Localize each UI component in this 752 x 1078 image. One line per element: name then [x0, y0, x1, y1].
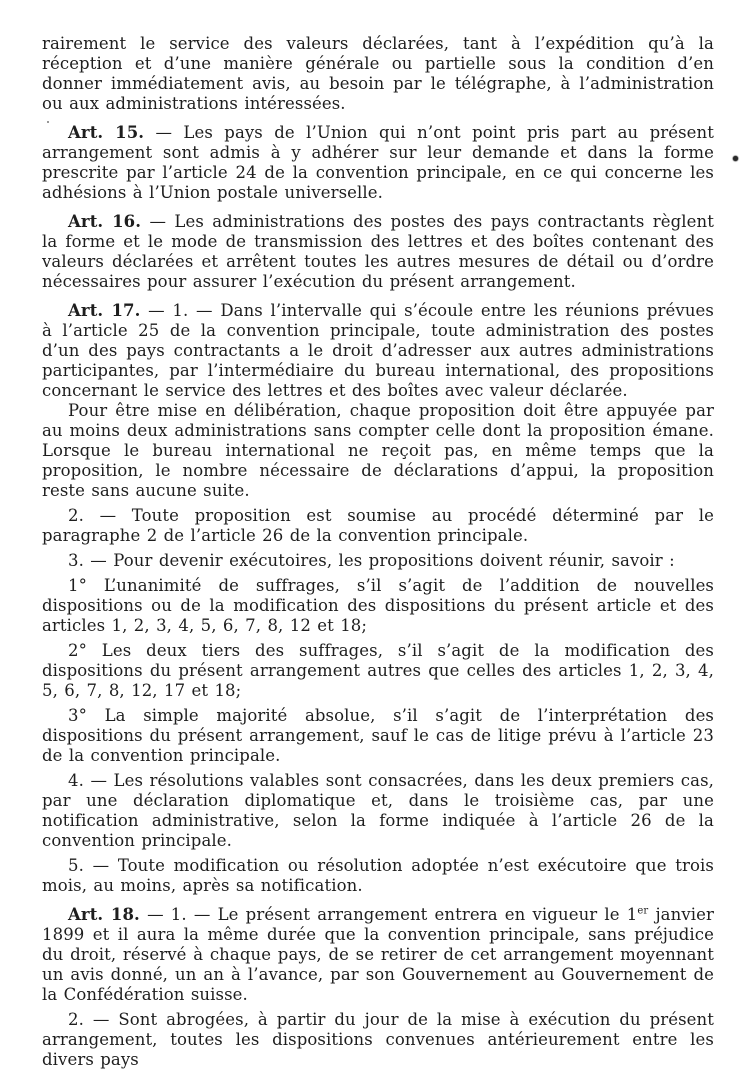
scan-speck-artifact-small	[47, 121, 49, 123]
article-18-text-post: janvier 1899 et il aura la même durée que la convention principale, sans préjudice du droit, réservé à chaque pays, de se retirer de cet arrangement moyennant un avis donné, un an à l’avance, par son Gouvernement au Gouvernement de la Confédération suisse.	[42, 905, 714, 1004]
article-17-clause-2: 2. — Toute proposition est soumise au procédé déterminé par le paragraphe 2 de l’article 26 de la convention principale.	[42, 506, 714, 545]
article-17-clause-3: 3. — Pour devenir exécutoires, les propositions doivent réunir, savoir :	[68, 551, 675, 570]
article-15-label: Art. 15.	[68, 123, 145, 142]
paragraph-continuation: rairement le service des valeurs déclarées, tant à l’expédition qu’à la réception et d’une manière générale ou partielle sous la condition d’en donner immédiatement avis, au besoin par le télégraphe, à l’administration ou aux administrations intéressées.	[42, 34, 714, 113]
article-17-clause-4: 4. — Les résolutions valables sont consacrées, dans les deux premiers cas, par une déclaration diplomatique et, dans le troisième cas, par une notification administrative, selon la forme indiquée à l’article 26 de la convention principale.	[42, 771, 714, 850]
article-18-paragraph-1	[42, 905, 714, 1005]
article-17-item-1: 1° L’unanimité de suffrages, s’il s’agit de l’addition de nouvelles dispositions ou de la modification des dispositions du présent article et des articles 1, 2, 3, 4, 5, 6, 7, 8, 12 et 18;	[42, 576, 714, 635]
ordinal-superscript: er	[637, 905, 649, 917]
article-17-item-3: 3° La simple majorité absolue, s’il s’agit de l’interprétation des dispositions du présent arrangement, sauf le cas de litige prévu à l’article 23 de la convention principale.	[42, 706, 714, 765]
article-17-label: Art. 17.	[68, 301, 141, 320]
article-17-deliberation-paragraph: Pour être mise en délibération, chaque proposition doit être appuyée par au moins deux administrations sans compter celle dont la proposition émane. Lorsque le bureau international ne reçoit pas, en même temps que la proposition, le nombre nécessaire de déclarations d’appui, la proposition reste sans aucune suite.	[42, 401, 714, 500]
article-17-clause-5: 5. — Toute modification ou résolution adoptée n’est exécutoire que trois mois, au moins, après sa notification.	[42, 856, 714, 895]
article-15-text: — Les pays de l’Union qui n’ont point pris part au présent arrangement sont admis à y adhérer sur leur demande et dans la forme prescrite par l’article 24 de la convention principale, en ce qui concerne les adhésions à l’Union postale universelle.	[42, 123, 714, 202]
article-17-paragraph-1	[42, 301, 714, 401]
article-18-clause-2: 2. — Sont abrogées, à partir du jour de la mise à exécution du présent arrangement, toutes les dispositions convenues antérieurement entre les divers pays	[42, 1010, 714, 1069]
article-18-text-pre: — 1. — Le présent arrangement entrera en vigueur le 1	[147, 905, 638, 924]
article-16-paragraph	[42, 212, 714, 292]
article-15-paragraph	[42, 123, 714, 203]
article-17-item-2: 2° Les deux tiers des suffrages, s’il s’agit de la modification des dispositions du présent arrangement autres que celles des articles 1, 2, 3, 4, 5, 6, 7, 8, 12, 17 et 18;	[42, 641, 714, 700]
article-16-label: Art. 16.	[68, 212, 142, 231]
article-16-text: — Les administrations des postes des pays contractants règlent la forme et le mode de transmission des lettres et des boîtes contenant des valeurs déclarées et arrêtent toutes les autres mesures de détail ou d’ordre nécessaires pour assurer l’exécution du présent arrangement.	[42, 212, 714, 291]
article-17-text: — 1. — Dans l’intervalle qui s’écoule entre les réunions prévues à l’article 25 de la convention principale, toute administration des postes d’un des pays contractants a le droit d’adresser aux autres administrations participantes, par l’intermédiaire du bureau international, des propositions concernant le service des lettres et des boîtes avec valeur déclarée.	[42, 301, 714, 400]
scanned-document-page	[42, 34, 714, 1070]
article-18-label: Art. 18.	[68, 905, 140, 924]
scan-speck-artifact	[733, 156, 738, 161]
